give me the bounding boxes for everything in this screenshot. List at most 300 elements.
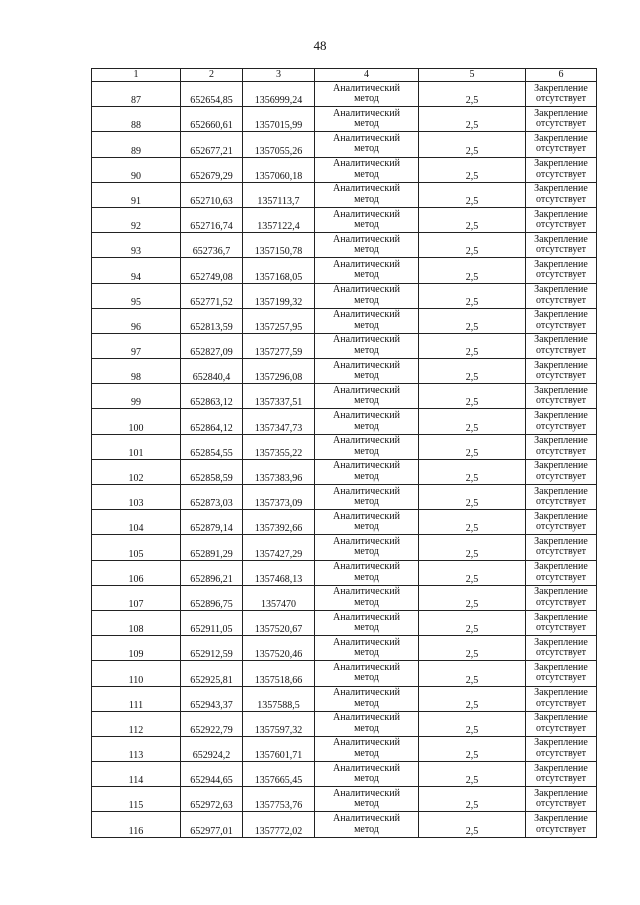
fixing-line-2: отсутствует bbox=[535, 823, 587, 835]
fixing-line-1: Закрепление bbox=[534, 561, 588, 573]
accuracy-cell: 2,5 bbox=[419, 711, 526, 736]
fixing-line-2: отсутствует bbox=[535, 370, 587, 382]
point-number: 93 bbox=[92, 233, 181, 258]
method-cell bbox=[315, 283, 419, 308]
coord-x: 652863,12 bbox=[181, 384, 243, 409]
fixing-cell bbox=[526, 535, 597, 560]
method-line-1: Аналитический bbox=[333, 132, 400, 144]
header-row bbox=[92, 69, 597, 82]
method-line-2: метод bbox=[354, 93, 379, 105]
coord-y: 1357665,45 bbox=[243, 762, 315, 787]
fixing-cell bbox=[526, 560, 597, 585]
method-line-1: Аналитический bbox=[333, 586, 400, 598]
method-line-1: Аналитический bbox=[333, 435, 400, 447]
header-cell: 1 bbox=[92, 69, 181, 82]
coord-x: 652654,85 bbox=[181, 82, 243, 107]
method-cell bbox=[315, 82, 419, 107]
accuracy-cell: 2,5 bbox=[419, 510, 526, 535]
fixing-cell bbox=[526, 384, 597, 409]
coord-x: 652858,59 bbox=[181, 459, 243, 484]
method-cell bbox=[315, 736, 419, 761]
method-cell bbox=[315, 308, 419, 333]
fixing-line-1: Закрепление bbox=[534, 510, 588, 522]
method-line-1: Аналитический bbox=[333, 813, 400, 825]
fixing-cell bbox=[526, 258, 597, 283]
method-line-1: Аналитический bbox=[333, 787, 400, 799]
fixing-line-1: Закрепление bbox=[534, 586, 588, 598]
method-line-1: Аналитический bbox=[333, 233, 400, 245]
method-cell bbox=[315, 132, 419, 157]
table-row bbox=[92, 258, 597, 283]
fixing-line-2: отсутствует bbox=[535, 722, 587, 734]
method-line-2: метод bbox=[354, 747, 379, 759]
accuracy-cell: 2,5 bbox=[419, 409, 526, 434]
coord-x: 652912,59 bbox=[181, 636, 243, 661]
fixing-cell bbox=[526, 661, 597, 686]
accuracy-cell: 2,5 bbox=[419, 107, 526, 132]
table-row bbox=[92, 207, 597, 232]
point-number: 104 bbox=[92, 510, 181, 535]
fixing-line-2: отсутствует bbox=[535, 93, 587, 105]
table-row bbox=[92, 384, 597, 409]
method-line-1: Аналитический bbox=[333, 208, 400, 220]
table-row bbox=[92, 308, 597, 333]
method-cell bbox=[315, 711, 419, 736]
header-cell: 3 bbox=[243, 69, 315, 82]
coord-x: 652840,4 bbox=[181, 359, 243, 384]
method-line-2: метод bbox=[354, 395, 379, 407]
fixing-line-2: отсутствует bbox=[535, 647, 587, 659]
table-row bbox=[92, 762, 597, 787]
method-cell bbox=[315, 686, 419, 711]
coord-y: 1357468,13 bbox=[243, 560, 315, 585]
coord-y: 1357113,7 bbox=[243, 182, 315, 207]
coord-x: 652736,7 bbox=[181, 233, 243, 258]
coord-x: 652911,05 bbox=[181, 610, 243, 635]
fixing-line-1: Закрепление bbox=[534, 107, 588, 119]
fixing-line-1: Закрепление bbox=[534, 359, 588, 371]
fixing-line-1: Закрепление bbox=[534, 611, 588, 623]
point-number: 97 bbox=[92, 333, 181, 358]
coord-x: 652924,2 bbox=[181, 736, 243, 761]
fixing-line-2: отсутствует bbox=[535, 496, 587, 508]
fixing-cell bbox=[526, 686, 597, 711]
fixing-line-1: Закрепление bbox=[534, 309, 588, 321]
point-number: 111 bbox=[92, 686, 181, 711]
table-row bbox=[92, 434, 597, 459]
coord-x: 652716,74 bbox=[181, 207, 243, 232]
point-number: 102 bbox=[92, 459, 181, 484]
fixing-line-1: Закрепление bbox=[534, 737, 588, 749]
fixing-cell bbox=[526, 610, 597, 635]
header-cell: 6 bbox=[526, 69, 597, 82]
accuracy-cell: 2,5 bbox=[419, 384, 526, 409]
coord-y: 1357055,26 bbox=[243, 132, 315, 157]
method-line-2: метод bbox=[354, 143, 379, 155]
coord-x: 652813,59 bbox=[181, 308, 243, 333]
fixing-line-1: Закрепление bbox=[534, 233, 588, 245]
fixing-line-2: отсутствует bbox=[535, 143, 587, 155]
point-number: 106 bbox=[92, 560, 181, 585]
accuracy-cell: 2,5 bbox=[419, 560, 526, 585]
fixing-line-1: Закрепление bbox=[534, 208, 588, 220]
method-line-1: Аналитический bbox=[333, 309, 400, 321]
method-line-2: метод bbox=[354, 420, 379, 432]
accuracy-cell: 2,5 bbox=[419, 535, 526, 560]
method-line-1: Аналитический bbox=[333, 561, 400, 573]
method-line-2: метод bbox=[354, 496, 379, 508]
fixing-line-1: Закрепление bbox=[534, 435, 588, 447]
table-row bbox=[92, 510, 597, 535]
fixing-cell bbox=[526, 333, 597, 358]
fixing-cell bbox=[526, 485, 597, 510]
fixing-cell bbox=[526, 762, 597, 787]
coord-x: 652972,63 bbox=[181, 787, 243, 812]
method-line-1: Аналитический bbox=[333, 384, 400, 396]
coord-y: 1357347,73 bbox=[243, 409, 315, 434]
table-row bbox=[92, 233, 597, 258]
coord-x: 652896,21 bbox=[181, 560, 243, 585]
method-cell bbox=[315, 107, 419, 132]
coord-y: 1357277,59 bbox=[243, 333, 315, 358]
method-cell bbox=[315, 258, 419, 283]
accuracy-cell: 2,5 bbox=[419, 434, 526, 459]
accuracy-cell: 2,5 bbox=[419, 459, 526, 484]
method-line-2: метод bbox=[354, 193, 379, 205]
method-line-2: метод bbox=[354, 168, 379, 180]
method-line-2: метод bbox=[354, 823, 379, 835]
fixing-line-1: Закрепление bbox=[534, 687, 588, 699]
fixing-line-2: отсутствует bbox=[535, 571, 587, 583]
fixing-line-1: Закрепление bbox=[534, 636, 588, 648]
fixing-line-2: отсутствует bbox=[535, 344, 587, 356]
fixing-line-1: Закрепление bbox=[534, 132, 588, 144]
method-cell bbox=[315, 787, 419, 812]
method-line-1: Аналитический bbox=[333, 661, 400, 673]
method-line-2: метод bbox=[354, 344, 379, 356]
fixing-line-2: отсутствует bbox=[535, 546, 587, 558]
coord-y: 1357597,32 bbox=[243, 711, 315, 736]
coord-x: 652771,52 bbox=[181, 283, 243, 308]
method-cell bbox=[315, 459, 419, 484]
table-row bbox=[92, 459, 597, 484]
accuracy-cell: 2,5 bbox=[419, 787, 526, 812]
accuracy-cell: 2,5 bbox=[419, 157, 526, 182]
fixing-line-2: отсутствует bbox=[535, 244, 587, 256]
fixing-cell bbox=[526, 82, 597, 107]
point-number: 94 bbox=[92, 258, 181, 283]
method-line-1: Аналитический bbox=[333, 334, 400, 346]
fixing-line-1: Закрепление bbox=[534, 485, 588, 497]
fixing-line-2: отсутствует bbox=[535, 445, 587, 457]
coord-y: 1357470 bbox=[243, 585, 315, 610]
fixing-line-2: отсутствует bbox=[535, 521, 587, 533]
method-line-1: Аналитический bbox=[333, 460, 400, 472]
fixing-line-1: Закрепление bbox=[534, 334, 588, 346]
coord-y: 1357427,29 bbox=[243, 535, 315, 560]
fixing-cell bbox=[526, 585, 597, 610]
fixing-cell bbox=[526, 787, 597, 812]
accuracy-cell: 2,5 bbox=[419, 736, 526, 761]
method-cell bbox=[315, 384, 419, 409]
method-line-2: метод bbox=[354, 596, 379, 608]
table-row bbox=[92, 560, 597, 585]
accuracy-cell: 2,5 bbox=[419, 333, 526, 358]
coord-y: 1357588,5 bbox=[243, 686, 315, 711]
coord-y: 1357150,78 bbox=[243, 233, 315, 258]
table-row bbox=[92, 283, 597, 308]
coord-x: 652749,08 bbox=[181, 258, 243, 283]
method-cell bbox=[315, 585, 419, 610]
method-line-2: метод bbox=[354, 294, 379, 306]
coord-y: 1357373,09 bbox=[243, 485, 315, 510]
fixing-cell bbox=[526, 107, 597, 132]
coord-x: 652977,01 bbox=[181, 812, 243, 837]
method-line-1: Аналитический bbox=[333, 359, 400, 371]
method-cell bbox=[315, 762, 419, 787]
fixing-cell bbox=[526, 207, 597, 232]
method-cell bbox=[315, 636, 419, 661]
coord-x: 652891,29 bbox=[181, 535, 243, 560]
fixing-cell bbox=[526, 409, 597, 434]
method-line-2: метод bbox=[354, 269, 379, 281]
method-line-1: Аналитический bbox=[333, 712, 400, 724]
fixing-line-1: Закрепление bbox=[534, 258, 588, 270]
fixing-line-2: отсутствует bbox=[535, 319, 587, 331]
method-cell bbox=[315, 434, 419, 459]
coord-x: 652896,75 bbox=[181, 585, 243, 610]
method-line-2: метод bbox=[354, 697, 379, 709]
coord-y: 1357355,22 bbox=[243, 434, 315, 459]
table-body bbox=[92, 82, 597, 838]
point-number: 115 bbox=[92, 787, 181, 812]
method-line-1: Аналитический bbox=[333, 687, 400, 699]
point-number: 87 bbox=[92, 82, 181, 107]
fixing-line-2: отсутствует bbox=[535, 672, 587, 684]
point-number: 100 bbox=[92, 409, 181, 434]
table-row bbox=[92, 82, 597, 107]
table-row bbox=[92, 661, 597, 686]
table-row bbox=[92, 409, 597, 434]
method-line-1: Аналитический bbox=[333, 183, 400, 195]
point-number: 99 bbox=[92, 384, 181, 409]
method-line-2: метод bbox=[354, 722, 379, 734]
coord-y: 1357753,76 bbox=[243, 787, 315, 812]
method-line-2: метод bbox=[354, 244, 379, 256]
method-line-2: метод bbox=[354, 546, 379, 558]
method-cell bbox=[315, 409, 419, 434]
point-number: 101 bbox=[92, 434, 181, 459]
table-row bbox=[92, 535, 597, 560]
coord-y: 1357122,4 bbox=[243, 207, 315, 232]
coord-x: 652710,63 bbox=[181, 182, 243, 207]
table-row bbox=[92, 711, 597, 736]
method-line-2: метод bbox=[354, 118, 379, 130]
fixing-line-2: отсутствует bbox=[535, 747, 587, 759]
method-line-2: метод bbox=[354, 219, 379, 231]
coord-y: 1357199,32 bbox=[243, 283, 315, 308]
coord-x: 652660,61 bbox=[181, 107, 243, 132]
coord-y: 1357520,67 bbox=[243, 610, 315, 635]
table-row bbox=[92, 610, 597, 635]
accuracy-cell: 2,5 bbox=[419, 132, 526, 157]
coord-x: 652873,03 bbox=[181, 485, 243, 510]
fixing-cell bbox=[526, 182, 597, 207]
accuracy-cell: 2,5 bbox=[419, 182, 526, 207]
fixing-cell bbox=[526, 736, 597, 761]
point-number: 88 bbox=[92, 107, 181, 132]
point-number: 91 bbox=[92, 182, 181, 207]
point-number: 92 bbox=[92, 207, 181, 232]
table-row bbox=[92, 585, 597, 610]
table-row bbox=[92, 812, 597, 837]
table-row bbox=[92, 157, 597, 182]
method-line-1: Аналитический bbox=[333, 611, 400, 623]
fixing-line-2: отсутствует bbox=[535, 193, 587, 205]
fixing-line-1: Закрепление bbox=[534, 284, 588, 296]
fixing-line-1: Закрепление bbox=[534, 813, 588, 825]
point-number: 114 bbox=[92, 762, 181, 787]
coord-y: 1357520,46 bbox=[243, 636, 315, 661]
point-number: 103 bbox=[92, 485, 181, 510]
fixing-line-1: Закрепление bbox=[534, 712, 588, 724]
fixing-line-2: отсутствует bbox=[535, 622, 587, 634]
coord-x: 652879,14 bbox=[181, 510, 243, 535]
accuracy-cell: 2,5 bbox=[419, 207, 526, 232]
fixing-cell bbox=[526, 459, 597, 484]
fixing-line-2: отсутствует bbox=[535, 269, 587, 281]
fixing-line-2: отсутствует bbox=[535, 596, 587, 608]
method-cell bbox=[315, 610, 419, 635]
accuracy-cell: 2,5 bbox=[419, 762, 526, 787]
fixing-line-2: отсутствует bbox=[535, 697, 587, 709]
fixing-cell bbox=[526, 132, 597, 157]
fixing-line-2: отсутствует bbox=[535, 395, 587, 407]
method-line-1: Аналитический bbox=[333, 762, 400, 774]
method-cell bbox=[315, 812, 419, 837]
accuracy-cell: 2,5 bbox=[419, 359, 526, 384]
accuracy-cell: 2,5 bbox=[419, 636, 526, 661]
fixing-line-1: Закрепление bbox=[534, 535, 588, 547]
fixing-line-1: Закрепление bbox=[534, 183, 588, 195]
method-line-2: метод bbox=[354, 647, 379, 659]
fixing-cell bbox=[526, 157, 597, 182]
coord-x: 652677,21 bbox=[181, 132, 243, 157]
fixing-cell bbox=[526, 308, 597, 333]
accuracy-cell: 2,5 bbox=[419, 233, 526, 258]
fixing-line-1: Закрепление bbox=[534, 158, 588, 170]
point-number: 96 bbox=[92, 308, 181, 333]
fixing-cell bbox=[526, 636, 597, 661]
point-number: 108 bbox=[92, 610, 181, 635]
method-line-1: Аналитический bbox=[333, 510, 400, 522]
fixing-line-2: отсутствует bbox=[535, 294, 587, 306]
method-line-2: метод bbox=[354, 521, 379, 533]
accuracy-cell: 2,5 bbox=[419, 661, 526, 686]
fixing-line-2: отсутствует bbox=[535, 773, 587, 785]
point-number: 105 bbox=[92, 535, 181, 560]
table-header bbox=[92, 69, 597, 82]
coordinates-table bbox=[91, 68, 597, 838]
accuracy-cell: 2,5 bbox=[419, 585, 526, 610]
accuracy-cell: 2,5 bbox=[419, 283, 526, 308]
point-number: 116 bbox=[92, 812, 181, 837]
method-line-1: Аналитический bbox=[333, 107, 400, 119]
fixing-cell bbox=[526, 359, 597, 384]
point-number: 98 bbox=[92, 359, 181, 384]
method-line-1: Аналитический bbox=[333, 284, 400, 296]
table-row bbox=[92, 736, 597, 761]
fixing-line-1: Закрепление bbox=[534, 762, 588, 774]
method-line-1: Аналитический bbox=[333, 158, 400, 170]
table-row bbox=[92, 359, 597, 384]
fixing-line-2: отсутствует bbox=[535, 798, 587, 810]
coord-y: 1357296,08 bbox=[243, 359, 315, 384]
method-cell bbox=[315, 157, 419, 182]
coord-y: 1357383,96 bbox=[243, 459, 315, 484]
coord-x: 652922,79 bbox=[181, 711, 243, 736]
accuracy-cell: 2,5 bbox=[419, 812, 526, 837]
fixing-cell bbox=[526, 283, 597, 308]
method-cell bbox=[315, 510, 419, 535]
accuracy-cell: 2,5 bbox=[419, 308, 526, 333]
table-row bbox=[92, 107, 597, 132]
method-cell bbox=[315, 207, 419, 232]
point-number: 90 bbox=[92, 157, 181, 182]
accuracy-cell: 2,5 bbox=[419, 82, 526, 107]
method-line-1: Аналитический bbox=[333, 535, 400, 547]
coord-x: 652943,37 bbox=[181, 686, 243, 711]
accuracy-cell: 2,5 bbox=[419, 485, 526, 510]
method-line-2: метод bbox=[354, 370, 379, 382]
method-cell bbox=[315, 535, 419, 560]
header-cell: 2 bbox=[181, 69, 243, 82]
fixing-line-1: Закрепление bbox=[534, 661, 588, 673]
table-row bbox=[92, 787, 597, 812]
point-number: 95 bbox=[92, 283, 181, 308]
point-number: 110 bbox=[92, 661, 181, 686]
fixing-cell bbox=[526, 711, 597, 736]
method-line-1: Аналитический bbox=[333, 485, 400, 497]
point-number: 112 bbox=[92, 711, 181, 736]
fixing-line-1: Закрепление bbox=[534, 787, 588, 799]
method-line-1: Аналитический bbox=[333, 258, 400, 270]
fixing-line-1: Закрепление bbox=[534, 82, 588, 94]
method-line-2: метод bbox=[354, 622, 379, 634]
method-line-2: метод bbox=[354, 571, 379, 583]
point-number: 89 bbox=[92, 132, 181, 157]
method-line-1: Аналитический bbox=[333, 82, 400, 94]
method-line-2: метод bbox=[354, 672, 379, 684]
coord-y: 1357772,02 bbox=[243, 812, 315, 837]
coord-x: 652925,81 bbox=[181, 661, 243, 686]
method-cell bbox=[315, 359, 419, 384]
accuracy-cell: 2,5 bbox=[419, 610, 526, 635]
method-line-2: метод bbox=[354, 798, 379, 810]
coord-y: 1357015,99 bbox=[243, 107, 315, 132]
coord-y: 1357392,66 bbox=[243, 510, 315, 535]
method-cell bbox=[315, 233, 419, 258]
coord-x: 652679,29 bbox=[181, 157, 243, 182]
method-line-2: метод bbox=[354, 319, 379, 331]
coord-x: 652944,65 bbox=[181, 762, 243, 787]
coord-y: 1357060,18 bbox=[243, 157, 315, 182]
method-cell bbox=[315, 560, 419, 585]
method-cell bbox=[315, 333, 419, 358]
page-number: 48 bbox=[313, 38, 327, 53]
table-row bbox=[92, 636, 597, 661]
coord-x: 652827,09 bbox=[181, 333, 243, 358]
